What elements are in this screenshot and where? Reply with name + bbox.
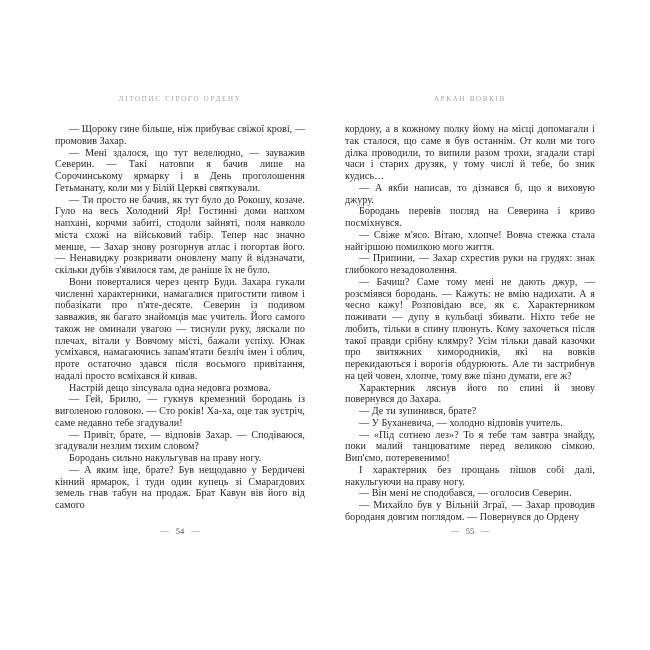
folio-ornament-left: —	[160, 526, 169, 535]
paragraph: — Де ти зупинився, брате?	[359, 406, 477, 417]
paragraph: — А якби написав, то дізнався б, що я виховую джуру.	[345, 182, 595, 206]
folio-ornament-right: —	[481, 526, 490, 535]
left-page-text	[55, 124, 305, 512]
paragraph: — Свіже м'ясо. Вітаю, хлопче! Вовча стежка стала найгіршою помилкою мого життя.	[345, 229, 595, 253]
paragraph: — Ти просто не бачив, як тут було до Рокошу, козаче. Гуло на весь Холодний Яр! Гостинні доми напхом напхані, корчми забиті, стодоли зайняті, поля навколо міста схожі на військовий табір. Тепер нас значно менше, — Захар знову розгорнув атлас і погортав його. — Ненавиджу розкривати оновлену мапу й відзначати, скільки дубів з'явилося там, де раніше їх не було.	[55, 194, 305, 276]
paragraph: — Привіт, брате, — відповів Захар. — Сподіваюся, згадували незлим тихим словом?	[55, 429, 305, 453]
left-page	[55, 0, 305, 650]
paragraph: кордону, а в кожному полку йому на місці допомагали і так сталося, що саме я був останнім. От коли ми того ділка проводили, то випили разом трохи, згадали старі часи і старих друзяк, у тому числі й тебе, бо зник кудись…	[345, 124, 595, 182]
paragraph: Настрій дещо зіпсувала одна недовга розмова.	[69, 382, 271, 394]
folio-number: 54	[175, 526, 185, 536]
folio-ornament-right: —	[191, 526, 200, 535]
paragraph: — Щороку гине більше, ніж прибуває свіжої крові, — промовив Захар.	[55, 124, 305, 147]
running-head-left: ЛІТОПИС СІРОГО ОРДЕНУ	[118, 95, 242, 103]
right-page-text	[345, 124, 595, 524]
paragraph: — Гей, Брилю, — гукнув кремезний бородань із виголеною головою. — Сто років! Ха-ха, оце так зустріч, саме недавно тебе згадували!	[55, 394, 305, 429]
paragraph: — Припини, — Захар схрестив руки на грудях: знак глибокого незадоволення.	[345, 253, 595, 276]
paragraph: Бородань перевів погляд на Северина і криво посміхнувся.	[345, 206, 595, 229]
paragraph: — «Під сотнею лез»? То я тебе там завтра знайду, поки малий танцюватиме перед великою сімкою. Вип'ємо, потеревенимо!	[345, 429, 595, 464]
paragraph: — А яким іще, брате? Був нещодавно у Бердичеві кінний ярмарок, і туди один купець зі Смарагдових земель гнав табун на продаж. Брат Кавун вів його від самого	[55, 464, 305, 511]
folio-ornament-left: —	[450, 526, 459, 535]
right-page	[345, 0, 595, 650]
running-head-right: АРКАН ВОВКІВ	[434, 95, 506, 103]
paragraph: І характерник без прощань пішов собі далі, накульгуючи на праву ногу.	[345, 464, 595, 488]
paragraph: — У Буханевича, — холодно відповів учитель.	[359, 417, 563, 429]
paragraph: Бородань сильно накульгував на праву ногу.	[69, 453, 262, 464]
paragraph: — Мені здалося, що тут велелюдно, — зауважив Северин. — Такі натовпи я бачив лише на Сорочинському ярмарку і в День проголошення Гетьманату, коли ми у Білій Церкві святкували.	[55, 147, 305, 194]
paragraph: Вони поверталися через центр Буди. Захара гукали численні характерники, намагалися пригостити пивом і побазікати про п'яте-десяте. Северин із подивом завважив, як багато знайомців має учитель. Його самого також не оминали увагою — тиснули руку, ляскали по плечах, вітали у Вовчому місті, бажали успіху. Юнак усміхався, намагаючись запам'ятати безліч імен і облич, проте остаточно здався після восьмого привітання, надалі просто всміхався й кивав.	[55, 276, 305, 382]
paragraph: — Він мені не сподобався, — оголосив Северин.	[359, 488, 572, 500]
page-number-right	[345, 526, 595, 536]
paragraph: Характерник ляснув його по спині й знову повернувся до Захара.	[345, 382, 595, 406]
folio-number: 55	[465, 526, 475, 536]
page-number-left	[55, 526, 305, 536]
paragraph: — Бачиш? Саме тому мені не дають джур, — розсміявся бородань. — Кажуть: не вмію надихати. А я чесно кажу! Розповідаю все, як є. Характерником поживати — дупу в кульбаці збивати. Ніхто тебе не любить, тільки в спину плюнуть. Кому захочеться після такої правди срібну клямру? Усім тільки давай казочки про звитяжних химородників, які на вовків перекидаються і ворогів обдурюють. Але ти застрибнув на цей човен, хлопче, тому вже пізно думати, еге ж?	[345, 276, 595, 382]
paragraph: — Михайло був у Вільній Зграї, — Захар проводив бороданя довгим поглядом. — Повернувся до Ордену	[345, 500, 595, 523]
